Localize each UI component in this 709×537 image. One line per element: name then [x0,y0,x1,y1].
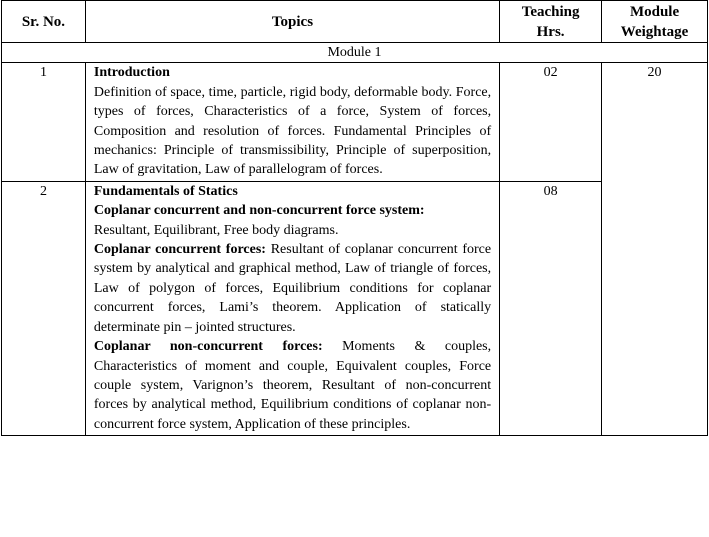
topic-description [94,201,491,434]
topic-paragraph [94,221,491,240]
header-text: Weightage [620,23,689,40]
module-title: Module 1 [2,43,708,63]
topic-description [94,83,491,180]
topic-text: Resultant, Equilibrant, Free body diagrams. [93,222,339,238]
teaching-hrs: 02 [500,63,602,181]
topic-paragraph [94,337,491,434]
module-weightage: 20 [602,63,708,436]
header-sr-no: Sr. No. [2,1,86,43]
topic-title: Introduction [93,65,170,81]
sr-no: 2 [2,181,86,435]
sr-no: 1 [2,63,86,181]
table-row [2,63,708,181]
topic-paragraph [94,240,491,337]
topic-cell [85,181,499,435]
subheading: Coplanar non-concurrent forces: [93,339,323,355]
topic-paragraph [94,201,491,220]
header-row [2,1,708,43]
header-module-weightage [602,1,708,43]
module-row [2,43,708,63]
header-text: Hrs. [536,23,565,40]
header-topics: Topics [85,1,499,43]
subheading: Coplanar concurrent forces: [93,242,266,258]
subheading: Coplanar concurrent and non-concurrent force system: [93,203,425,219]
header-text: Module [629,3,680,20]
topic-paragraph [94,83,491,180]
topic-text: Moments & couples, Characteristics of moment and couple, Equivalent couples, Force couple system, Varignon’s theorem, Resultant of non-concurrent forces by analytical method, Equilibrium conditions of coplanar non-concurrent force system, Application of these principles. [93,339,492,432]
teaching-hrs: 08 [500,181,602,435]
topic-title: Fundamentals of Statics [93,183,238,199]
topic-text: Resultant of coplanar concurrent force system by analytical and graphical method, Law of triangle of forces, Law of polygon of forces, Equilibrium conditions for coplanar concurrent forces, Lami’s theorem. Application of statically determinate pin – jointed structures. [93,242,492,335]
topic-cell [85,63,499,181]
header-text: Teaching [521,3,580,20]
header-teaching-hrs [500,1,602,43]
topic-text: Definition of space, time, particle, rigid body, deformable body. Force, types of forces, Characteristics of a force, System of forces, Composition and resolution of forces. Fundamental Principles of mechanics: Principle of transmissibility, Principle of superposition, Law of gravitation, Law of parallelogram of forces. [93,84,492,178]
syllabus-table [1,0,708,436]
